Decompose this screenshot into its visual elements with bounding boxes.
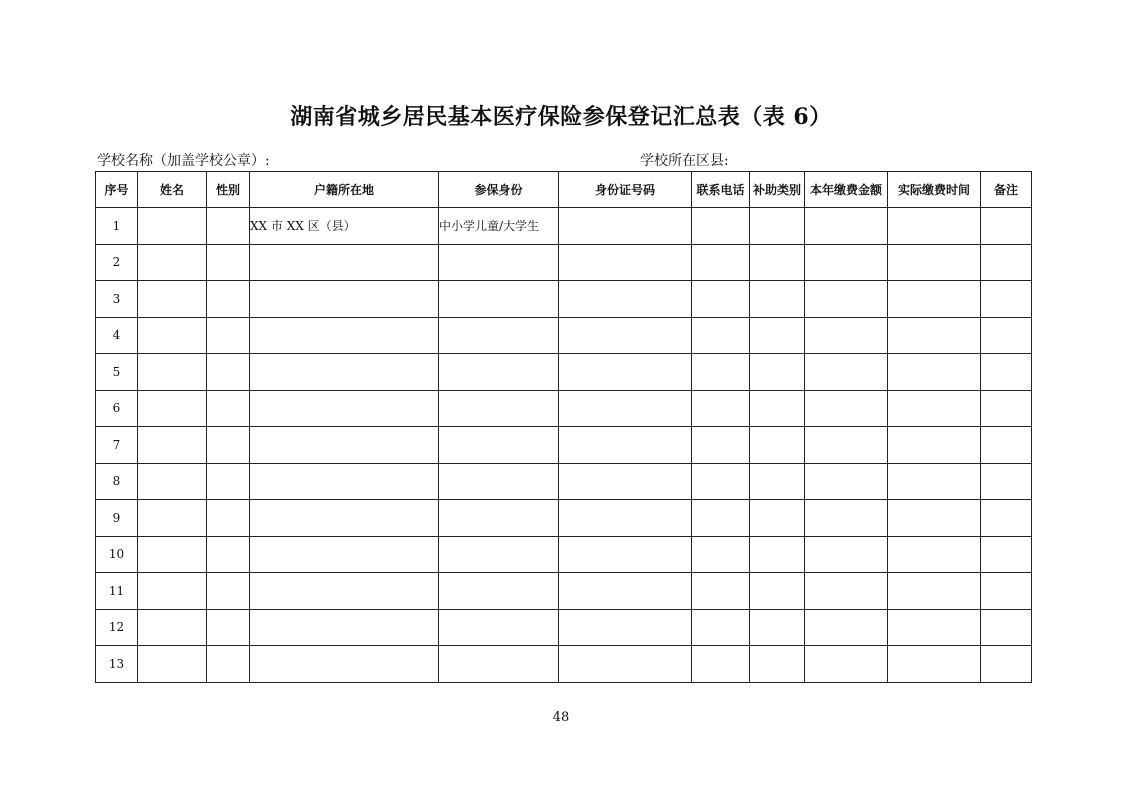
phone-cell <box>692 317 750 354</box>
household-cell <box>250 500 439 537</box>
amount-cell <box>805 536 888 573</box>
phone-cell <box>692 500 750 537</box>
pay-time-cell <box>888 208 981 245</box>
table-row <box>96 500 1032 537</box>
header-cell: 性别 <box>207 172 250 208</box>
phone-cell <box>692 244 750 281</box>
amount-cell <box>805 427 888 464</box>
name-cell <box>138 536 207 573</box>
remark-cell <box>981 208 1032 245</box>
remark-cell <box>981 573 1032 610</box>
identity-cell <box>439 536 559 573</box>
header-cell: 联系电话 <box>692 172 750 208</box>
remark-cell <box>981 463 1032 500</box>
name-cell <box>138 609 207 646</box>
name-cell <box>138 244 207 281</box>
header-cell: 备注 <box>981 172 1032 208</box>
id-number-cell <box>559 317 692 354</box>
identity-cell: 中小学儿童/大学生 <box>439 208 559 245</box>
gender-cell <box>207 646 250 683</box>
row-number-cell: 8 <box>96 463 138 500</box>
phone-cell <box>692 354 750 391</box>
header-cell: 补助类别 <box>750 172 805 208</box>
header-cell: 姓名 <box>138 172 207 208</box>
table-row <box>96 281 1032 318</box>
id-number-cell <box>559 244 692 281</box>
household-cell <box>250 390 439 427</box>
gender-cell <box>207 536 250 573</box>
pay-time-cell <box>888 646 981 683</box>
household-cell <box>250 609 439 646</box>
id-number-cell <box>559 646 692 683</box>
subsidy-cell <box>750 463 805 500</box>
identity-cell <box>439 609 559 646</box>
page-number: 48 <box>552 710 570 725</box>
table-row <box>96 646 1032 683</box>
gender-cell <box>207 281 250 318</box>
identity-cell <box>439 317 559 354</box>
header-cell: 实际缴费时间 <box>888 172 981 208</box>
remark-cell <box>981 646 1032 683</box>
table-row <box>96 609 1032 646</box>
row-number-cell: 7 <box>96 427 138 464</box>
name-cell <box>138 208 207 245</box>
row-number-cell: 2 <box>96 244 138 281</box>
subsidy-cell <box>750 500 805 537</box>
amount-cell <box>805 573 888 610</box>
id-number-cell <box>559 208 692 245</box>
header-cell: 户籍所在地 <box>250 172 439 208</box>
subsidy-cell <box>750 609 805 646</box>
subsidy-cell <box>750 573 805 610</box>
household-cell <box>250 646 439 683</box>
subsidy-cell <box>750 354 805 391</box>
phone-cell <box>692 281 750 318</box>
gender-cell <box>207 244 250 281</box>
amount-cell <box>805 354 888 391</box>
pay-time-cell <box>888 244 981 281</box>
gender-cell <box>207 500 250 537</box>
subsidy-cell <box>750 646 805 683</box>
identity-cell <box>439 500 559 537</box>
gender-cell <box>207 463 250 500</box>
identity-cell <box>439 244 559 281</box>
subsidy-cell <box>750 281 805 318</box>
remark-cell <box>981 609 1032 646</box>
identity-cell <box>439 463 559 500</box>
document-title: 湖南省城乡居民基本医疗保险参保登记汇总表（表 6） <box>290 104 832 130</box>
household-cell <box>250 463 439 500</box>
pay-time-cell <box>888 463 981 500</box>
household-cell <box>250 281 439 318</box>
row-number-cell: 13 <box>96 646 138 683</box>
id-number-cell <box>559 536 692 573</box>
name-cell <box>138 500 207 537</box>
identity-cell <box>439 573 559 610</box>
table-row <box>96 208 1032 245</box>
identity-cell <box>439 427 559 464</box>
household-cell <box>250 427 439 464</box>
gender-cell <box>207 573 250 610</box>
header-cell: 身份证号码 <box>559 172 692 208</box>
amount-cell <box>805 244 888 281</box>
gender-cell <box>207 317 250 354</box>
subsidy-cell <box>750 244 805 281</box>
table-row <box>96 463 1032 500</box>
row-number-cell: 11 <box>96 573 138 610</box>
remark-cell <box>981 244 1032 281</box>
name-cell <box>138 317 207 354</box>
name-cell <box>138 390 207 427</box>
name-cell <box>138 427 207 464</box>
id-number-cell <box>559 354 692 391</box>
row-number-cell: 5 <box>96 354 138 391</box>
household-cell <box>250 244 439 281</box>
phone-cell <box>692 208 750 245</box>
gender-cell <box>207 208 250 245</box>
remark-cell <box>981 536 1032 573</box>
household-cell <box>250 573 439 610</box>
remark-cell <box>981 281 1032 318</box>
pay-time-cell <box>888 390 981 427</box>
name-cell <box>138 281 207 318</box>
pay-time-cell <box>888 281 981 318</box>
phone-cell <box>692 427 750 464</box>
remark-cell <box>981 390 1032 427</box>
remark-cell <box>981 354 1032 391</box>
row-number-cell: 6 <box>96 390 138 427</box>
gender-cell <box>207 354 250 391</box>
phone-cell <box>692 390 750 427</box>
table-row <box>96 390 1032 427</box>
amount-cell <box>805 609 888 646</box>
remark-cell <box>981 500 1032 537</box>
subsidy-cell <box>750 208 805 245</box>
identity-cell <box>439 390 559 427</box>
table-row <box>96 317 1032 354</box>
name-cell <box>138 354 207 391</box>
amount-cell <box>805 500 888 537</box>
name-cell <box>138 646 207 683</box>
amount-cell <box>805 208 888 245</box>
amount-cell <box>805 646 888 683</box>
registration-table <box>95 171 1032 683</box>
name-cell <box>138 463 207 500</box>
id-number-cell <box>559 463 692 500</box>
amount-cell <box>805 463 888 500</box>
row-number-cell: 1 <box>96 208 138 245</box>
row-number-cell: 10 <box>96 536 138 573</box>
subsidy-cell <box>750 390 805 427</box>
school-district-label: 学校所在区县: <box>640 153 729 169</box>
amount-cell <box>805 317 888 354</box>
phone-cell <box>692 536 750 573</box>
pay-time-cell <box>888 317 981 354</box>
school-name-label: 学校名称（加盖学校公章）: <box>97 153 270 169</box>
table-row <box>96 427 1032 464</box>
phone-cell <box>692 573 750 610</box>
row-number-cell: 9 <box>96 500 138 537</box>
table-row <box>96 354 1032 391</box>
gender-cell <box>207 427 250 464</box>
gender-cell <box>207 609 250 646</box>
household-cell <box>250 317 439 354</box>
table-row <box>96 244 1032 281</box>
header-cell: 本年缴费金额 <box>805 172 888 208</box>
remark-cell <box>981 427 1032 464</box>
id-number-cell <box>559 390 692 427</box>
household-cell <box>250 354 439 391</box>
gender-cell <box>207 390 250 427</box>
remark-cell <box>981 317 1032 354</box>
phone-cell <box>692 609 750 646</box>
pay-time-cell <box>888 427 981 464</box>
household-cell: XX 市 XX 区（县） <box>250 208 439 245</box>
id-number-cell <box>559 427 692 464</box>
row-number-cell: 4 <box>96 317 138 354</box>
pay-time-cell <box>888 609 981 646</box>
pay-time-cell <box>888 573 981 610</box>
header-cell: 参保身份 <box>439 172 559 208</box>
subsidy-cell <box>750 536 805 573</box>
subsidy-cell <box>750 427 805 464</box>
pay-time-cell <box>888 354 981 391</box>
identity-cell <box>439 281 559 318</box>
id-number-cell <box>559 609 692 646</box>
name-cell <box>138 573 207 610</box>
table-row <box>96 573 1032 610</box>
identity-cell <box>439 646 559 683</box>
phone-cell <box>692 646 750 683</box>
row-number-cell: 12 <box>96 609 138 646</box>
header-cell: 序号 <box>96 172 138 208</box>
row-number-cell: 3 <box>96 281 138 318</box>
household-cell <box>250 536 439 573</box>
id-number-cell <box>559 500 692 537</box>
header-row <box>96 172 1032 208</box>
identity-cell <box>439 354 559 391</box>
table-row <box>96 536 1032 573</box>
phone-cell <box>692 463 750 500</box>
id-number-cell <box>559 573 692 610</box>
amount-cell <box>805 281 888 318</box>
subsidy-cell <box>750 317 805 354</box>
amount-cell <box>805 390 888 427</box>
id-number-cell <box>559 281 692 318</box>
pay-time-cell <box>888 500 981 537</box>
pay-time-cell <box>888 536 981 573</box>
